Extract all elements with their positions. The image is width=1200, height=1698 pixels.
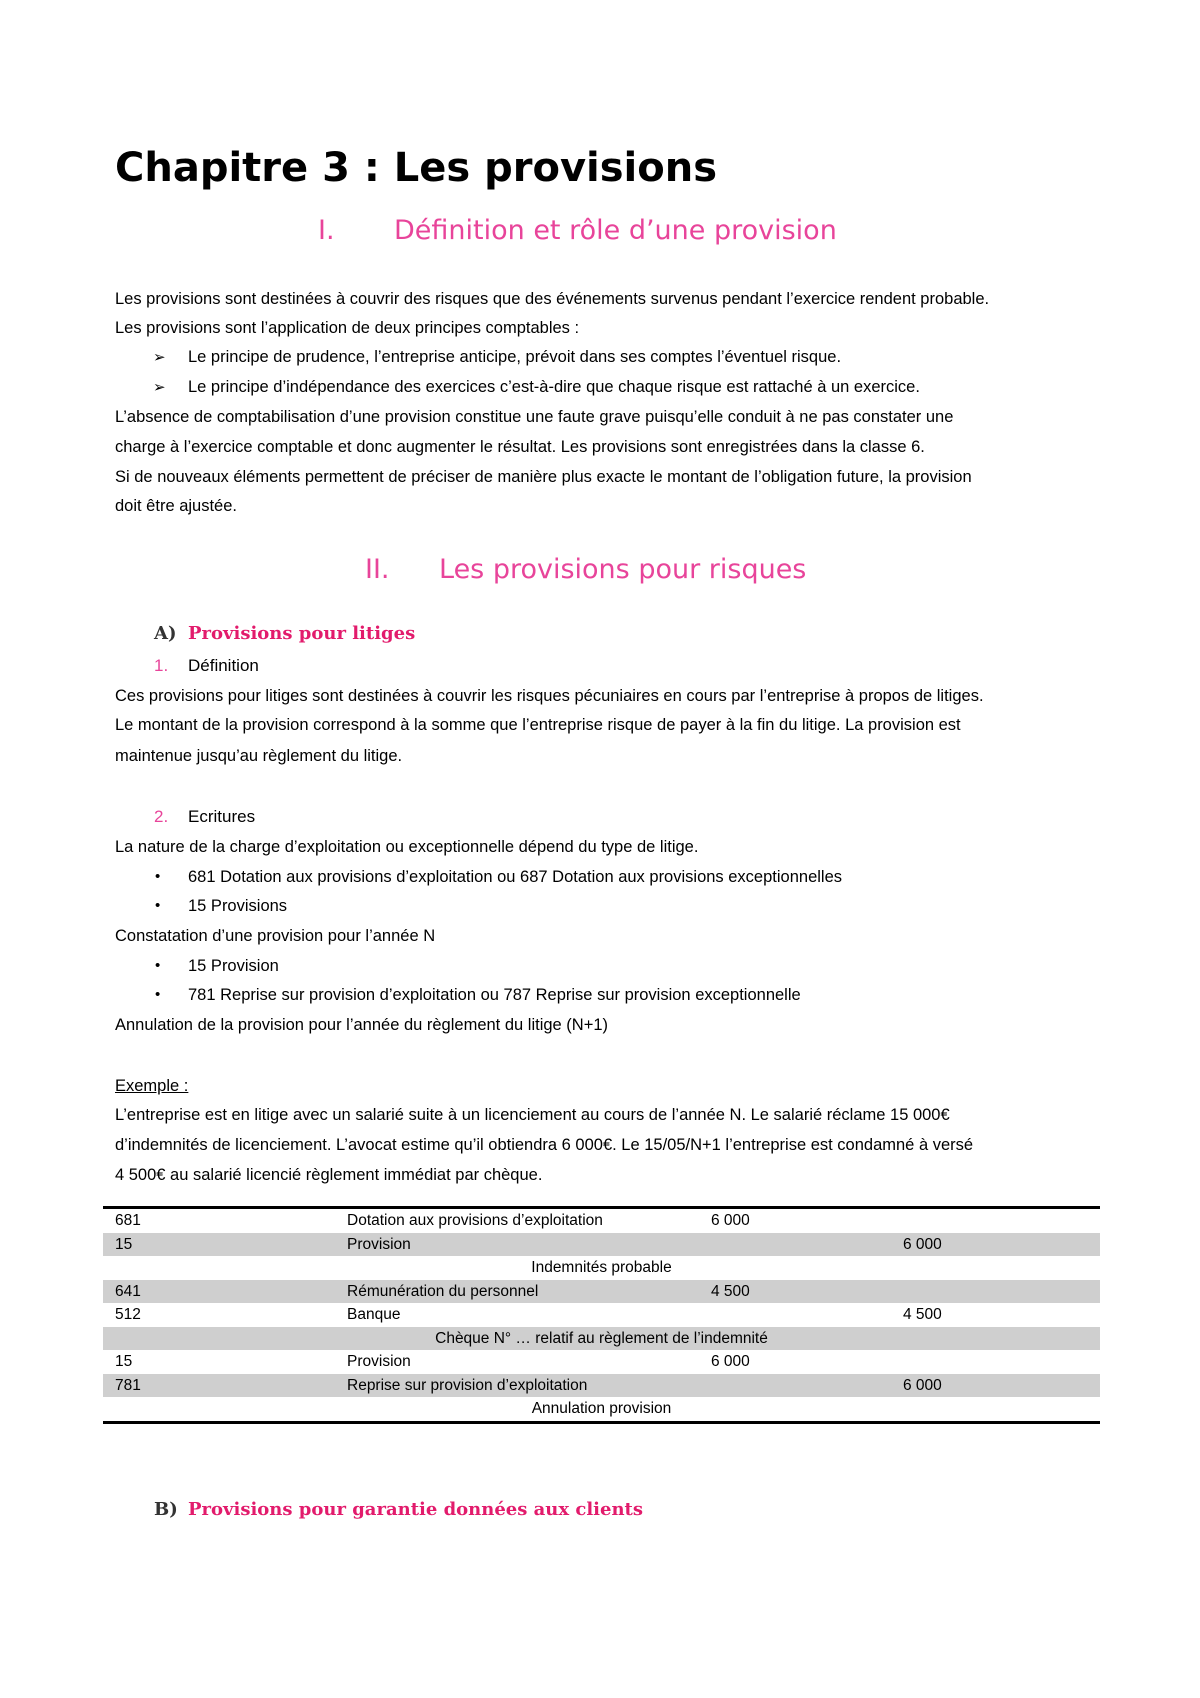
paragraph-line: Constatation d’une provision pour l’année N [115, 927, 436, 945]
paragraph-line: maintenue jusqu’au règlement du litige. [115, 747, 403, 765]
bullet-text: 15 Provisions [188, 897, 288, 915]
journal-account: 781 [103, 1374, 335, 1398]
journal-row [103, 1233, 1100, 1257]
journal-label: Provision [335, 1233, 699, 1257]
subheading-number: 2. [154, 807, 169, 826]
paragraph-line: Annulation de la provision pour l’année du règlement du litige (N+1) [115, 1016, 609, 1034]
subsection-title: Provisions pour garantie données aux clients [188, 1499, 644, 1520]
journal-debit [699, 1233, 891, 1257]
bullet-text: 15 Provision [188, 957, 279, 975]
journal-account: 641 [103, 1280, 335, 1304]
journal-libelle-row [103, 1397, 1100, 1422]
dot-bullet-icon: • [155, 986, 161, 1003]
subheading-definition [154, 655, 259, 677]
paragraph-line: Les provisions sont l’application de deux principes comptables : [115, 319, 580, 337]
bullet-text: 781 Reprise sur provision d’exploitation ou 787 Reprise sur provision exceptionnelle [188, 986, 801, 1004]
journal-debit: 4 500 [699, 1280, 891, 1304]
paragraph-line: doit être ajustée. [115, 497, 237, 515]
journal-credit [891, 1280, 1100, 1304]
subheading-number: 1. [154, 656, 169, 675]
page-title: Chapitre 3 : Les provisions [115, 145, 718, 191]
journal-label: Dotation aux provisions d’exploitation [347, 1212, 603, 1230]
journal-row [103, 1374, 1100, 1398]
subsection-letter: A) [154, 623, 177, 644]
journal-label: Rémunération du personnel [335, 1280, 699, 1304]
subsection-heading-b [154, 1498, 643, 1522]
journal-label: Banque [347, 1306, 401, 1324]
journal-libelle: Indemnités probable [531, 1259, 672, 1277]
section-title: Les provisions pour risques [439, 554, 807, 585]
journal-libelle: Annulation provision [531, 1400, 672, 1418]
journal-credit [891, 1350, 1100, 1374]
arrow-bullet-icon: ➢ [153, 349, 166, 366]
paragraph-line: Les provisions sont destinées à couvrir des risques que des événements survenus pendant l’exercice rendent probable. [115, 290, 990, 308]
journal-row [103, 1208, 1100, 1233]
paragraph-line: Si de nouveaux éléments permettent de préciser de manière plus exacte le montant de l’obligation future, la provision [115, 468, 972, 486]
journal-row [103, 1280, 1100, 1304]
journal-libelle-row [103, 1256, 1100, 1280]
subsection-letter: B) [154, 1499, 178, 1520]
journal-credit [891, 1208, 1100, 1233]
paragraph-line: charge à l’exercice comptable et donc augmenter le résultat. Les provisions sont enregistrées dans la classe 6. [115, 438, 925, 456]
paragraph-line: d’indemnités de licenciement. L’avocat estime qu’il obtiendra 6 000€. Le 15/05/N+1 l’entreprise est condamné à versé [115, 1136, 974, 1154]
section-heading-2 [365, 552, 806, 588]
journal-debit: 6 000 [711, 1353, 750, 1371]
journal-credit: 6 000 [891, 1233, 1100, 1257]
subheading-title: Définition [188, 656, 259, 675]
journal-credit: 4 500 [903, 1306, 942, 1324]
subheading-title: Ecritures [188, 807, 256, 826]
subsection-heading-a [154, 622, 415, 646]
journal-libelle: Chèque N° … relatif au règlement de l’indemnité [103, 1327, 1100, 1351]
dot-bullet-icon: • [155, 897, 161, 914]
example-label: Exemple : [115, 1077, 189, 1095]
paragraph-line: La nature de la charge d’exploitation ou exceptionnelle dépend du type de litige. [115, 838, 699, 856]
journal-label: Provision [347, 1353, 411, 1371]
paragraph-line: Ces provisions pour litiges sont destinées à couvrir les risques pécuniaires en cours par l’entreprise à propos de litiges. [115, 687, 984, 705]
subsection-title: Provisions pour litiges [188, 623, 416, 644]
journal-account: 512 [115, 1306, 141, 1324]
journal-debit [699, 1374, 891, 1398]
paragraph-line: 4 500€ au salarié licencié règlement immédiat par chèque. [115, 1166, 543, 1184]
bullet-text: Le principe de prudence, l’entreprise anticipe, prévoit dans ses comptes l’éventuel risque. [188, 348, 842, 366]
journal-libelle-row [103, 1327, 1100, 1351]
dot-bullet-icon: • [155, 957, 161, 974]
section-title: Définition et rôle d’une provision [394, 215, 837, 246]
journal-table [103, 1206, 1100, 1424]
journal-debit [699, 1303, 891, 1327]
journal-account: 681 [115, 1212, 141, 1230]
journal-account: 15 [115, 1353, 133, 1371]
journal-debit: 6 000 [711, 1212, 750, 1230]
section-heading-1 [318, 213, 837, 249]
journal-row [103, 1303, 1100, 1327]
subheading-ecritures [154, 806, 255, 828]
journal-account: 15 [103, 1233, 335, 1257]
journal-credit: 6 000 [891, 1374, 1100, 1398]
paragraph-line: Le montant de la provision correspond à la somme que l’entreprise risque de payer à la fin du litige. La provision est [115, 716, 961, 734]
arrow-bullet-icon: ➢ [153, 379, 166, 396]
section-number: II. [365, 554, 390, 585]
journal-row [103, 1350, 1100, 1374]
dot-bullet-icon: • [155, 868, 161, 885]
journal-label: Reprise sur provision d’exploitation [335, 1374, 699, 1398]
paragraph-line: L’absence de comptabilisation d’une provision constitue une faute grave puisqu’elle conduit à ne pas constater une [115, 408, 954, 426]
bullet-text: Le principe d’indépendance des exercices c’est-à-dire que chaque risque est rattaché à un exercice. [188, 378, 920, 396]
section-number: I. [318, 215, 335, 246]
bullet-text: 681 Dotation aux provisions d’exploitation ou 687 Dotation aux provisions exceptionnelles [188, 868, 842, 886]
paragraph-line: L’entreprise est en litige avec un salarié suite à un licenciement au cours de l’année N. Le salarié réclame 15 000€ [115, 1106, 950, 1124]
